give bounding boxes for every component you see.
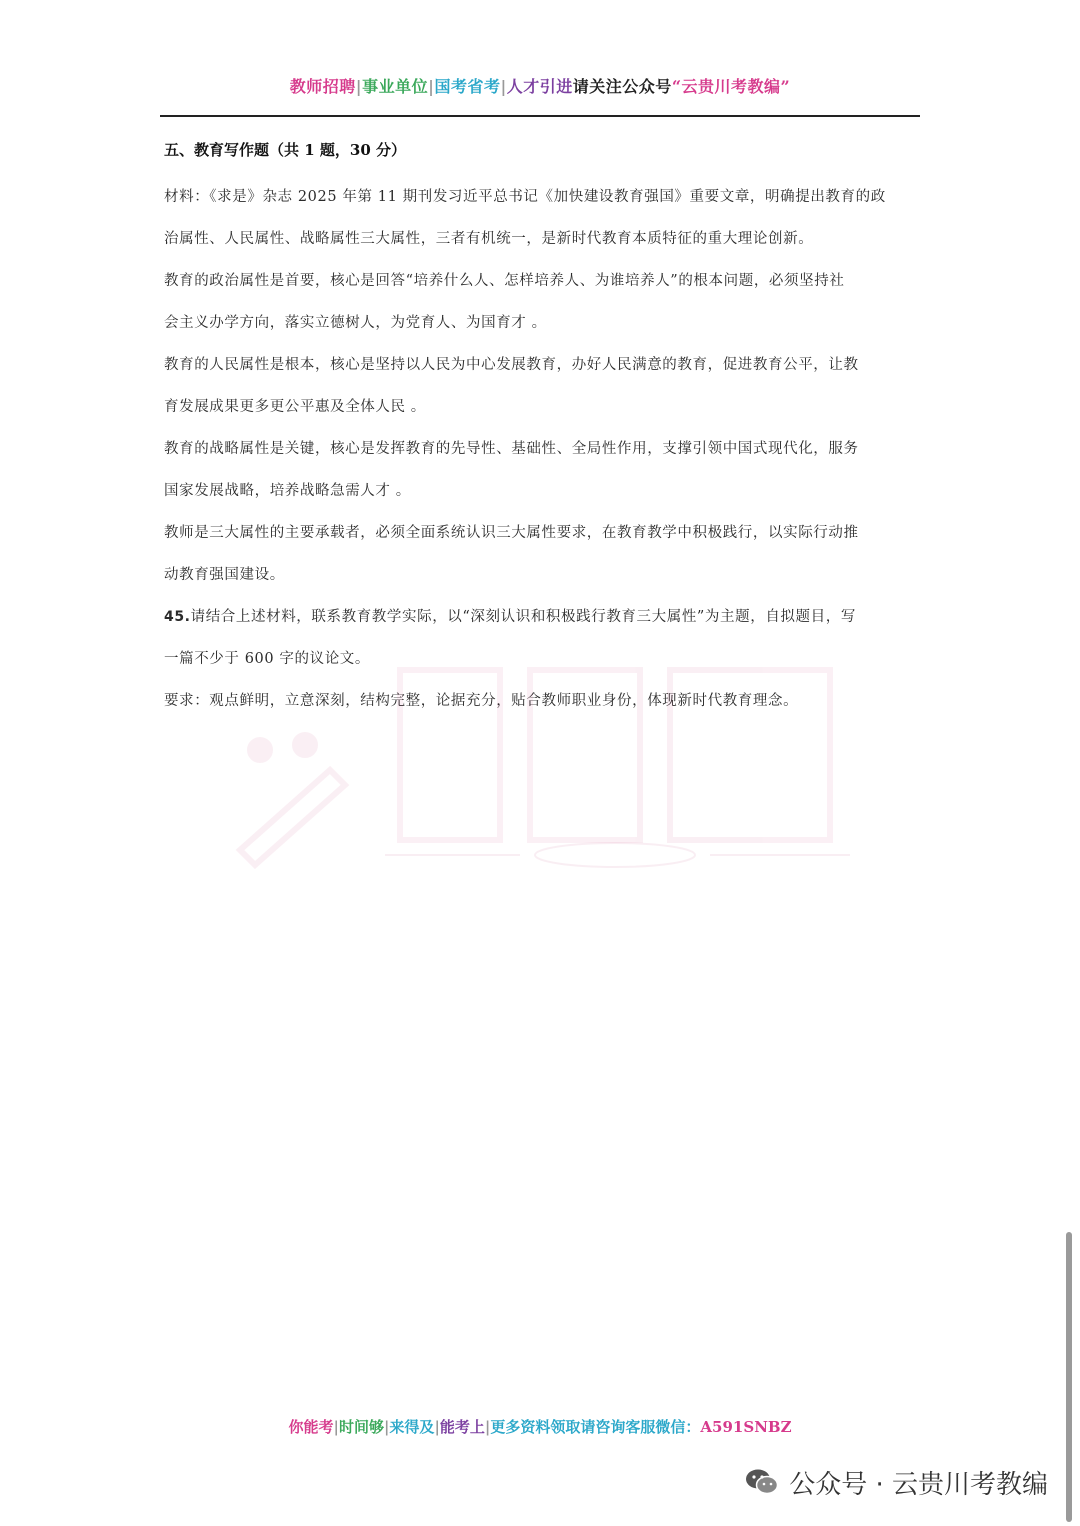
footer-seg: 更多资料领取请咨询客服微信： [490, 1418, 701, 1436]
header-sep: | [428, 77, 435, 96]
wechat-account-badge[interactable] [745, 1462, 1048, 1502]
footer-seg: A591SNBZ [700, 1418, 792, 1436]
wechat-icon [745, 1468, 779, 1496]
footer-sep: | [484, 1418, 491, 1436]
footer-seg: 时间够 [338, 1418, 384, 1436]
header-sep: | [500, 77, 507, 96]
material-line: 动教育强国建设。 [164, 567, 285, 583]
material-line: 教师是三大属性的主要承载者，必须全面系统认识三大属性要求，在教育教学中积极践行，以实际行动推 [164, 525, 859, 541]
question-text: 请结合上述材料，联系教育教学实际，以“深刻认识和积极践行教育三大属性”为主题，自拟题目，写 [190, 609, 856, 625]
header-seg: 人才引进 [506, 77, 573, 96]
section-heading: 五、教育写作题（共 1 题，30 分） [164, 141, 406, 159]
document-body [164, 136, 920, 722]
header-divider [160, 115, 920, 117]
header-seg: “云贵川考教编” [671, 77, 791, 96]
material-line: 教育的战略属性是关键，核心是发挥教育的先导性、基础性、全局性作用，支撑引领中国式现代化，服务 [164, 441, 859, 457]
material-line: 材料：《求是》杂志 2025 年第 11 期刊发习近平总书记《加快建设教育强国》重要文章，明确提出教育的政 [164, 189, 886, 205]
scrollbar-thumb[interactable] [1066, 1232, 1072, 1522]
wechat-account-label: 公众号 · 云贵川考教编 [789, 1469, 1048, 1500]
page-header [0, 74, 1080, 97]
footer-seg: 能考上 [439, 1418, 485, 1436]
footer-seg: 来得及 [389, 1418, 435, 1436]
material-line: 育发展成果更多更公平惠及全体人民 。 [164, 399, 426, 415]
material-line: 治属性、人民属性、战略属性三大属性，三者有机统一，是新时代教育本质特征的重大理论创新。 [164, 231, 814, 247]
header-seg: 事业单位 [362, 77, 429, 96]
question-line: 一篇不少于 600 字的议论文。 [164, 651, 370, 667]
header-seg: 请关注公众号 [572, 77, 672, 96]
question-number: 45. [164, 609, 191, 625]
page-footer [0, 1416, 1080, 1437]
footer-sep: | [383, 1418, 390, 1436]
footer-sep: | [333, 1418, 339, 1436]
material-line: 教育的政治属性是首要，核心是回答“培养什么人、怎样培养人、为谁培养人”的根本问题，必须坚持社 [164, 273, 845, 289]
header-seg: 国考省考 [434, 77, 501, 96]
header-sep: | [355, 77, 363, 96]
requirements: 要求：观点鲜明，立意深刻，结构完整，论据充分，贴合教师职业身份，体现新时代教育理念。 [164, 693, 799, 709]
material-line: 教育的人民属性是根本，核心是坚持以人民为中心发展教育，办好人民满意的教育，促进教育公平，让教 [164, 357, 859, 373]
material-line: 国家发展战略，培养战略急需人才 。 [164, 483, 411, 499]
footer-seg: 你能考 [288, 1418, 334, 1436]
question-line [164, 596, 920, 638]
header-seg: 教师招聘 [289, 77, 356, 96]
footer-sep: | [434, 1418, 440, 1436]
material-line: 会主义办学方向，落实立德树人，为党育人、为国育才 。 [164, 315, 547, 331]
